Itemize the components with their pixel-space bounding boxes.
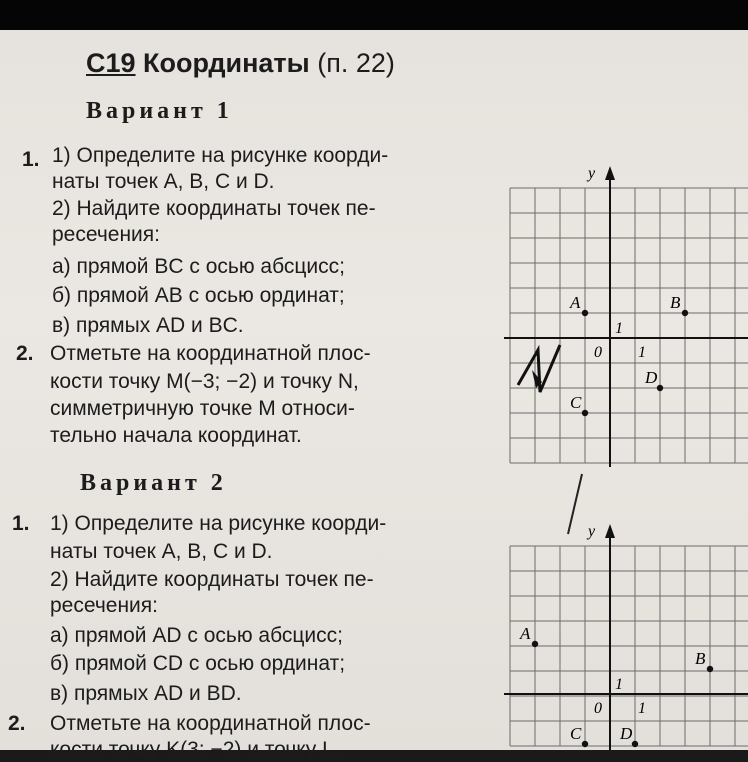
y-axis-arrow: [605, 166, 615, 180]
section-code: С19: [86, 48, 136, 78]
v2-task1-line: в) прямых AD и BD.: [50, 682, 242, 705]
v1-task2-line: тельно начала координат.: [50, 424, 302, 447]
point-a: [582, 310, 588, 316]
v2-task1-line: а) прямой AD с осью абсцисс;: [50, 624, 343, 647]
section-paragraph: (п. 22): [317, 48, 395, 78]
v2-task2-line: кости точку K(3; −2) и точку L,: [50, 738, 340, 761]
v1-task1-line: 1) Определите на рисунке коорди-: [52, 144, 389, 167]
point-c: [582, 741, 588, 747]
y-axis-label: y: [588, 523, 596, 540]
y-unit-label: 1: [615, 676, 623, 693]
v1-task1-line: ресечения:: [52, 223, 160, 246]
v1-task2-line: кости точку M(−3; −2) и точку N,: [50, 370, 359, 393]
v1-task1-line: а) прямой BC с осью абсцисс;: [52, 255, 345, 278]
point-c: [582, 410, 588, 416]
top-black-bar: [0, 0, 748, 30]
pen-scribble: [510, 340, 570, 410]
v2-task1-line: 2) Найдите координаты точек пе-: [50, 568, 374, 591]
v1-task1-line: наты точек A, B, C и D.: [52, 170, 275, 193]
v1-task1-line: в) прямых AD и BC.: [52, 314, 244, 337]
variant2-title: Вариант 2: [80, 470, 227, 496]
point-label-a: A: [570, 293, 581, 312]
v2-task1-line: ресечения:: [50, 594, 158, 617]
point-d: [657, 385, 663, 391]
y-unit-label: 1: [615, 320, 623, 337]
v2-task2-number: 2.: [8, 712, 26, 735]
origin-label: 0: [594, 700, 602, 717]
point-d: [632, 741, 638, 747]
variant1-title: Вариант 1: [86, 98, 233, 124]
point-b: [682, 310, 688, 316]
textbook-page: [0, 30, 748, 761]
point-label-b: B: [670, 293, 681, 312]
v1-task1-line: б) прямой AB с осью ординат;: [52, 284, 345, 307]
y-axis-arrow: [605, 524, 615, 538]
point-label-c: C: [570, 724, 582, 743]
v1-task2-line: Отметьте на координатной плос-: [50, 342, 371, 365]
v2-task1-line: наты точек A, B, C и D.: [50, 540, 273, 563]
v1-task2-number: 2.: [16, 342, 34, 365]
origin-label: 0: [594, 344, 602, 361]
x-unit-label: 1: [638, 344, 646, 361]
point-label-c: C: [570, 393, 582, 412]
v2-task1-line: б) прямой CD с осью ординат;: [50, 652, 346, 675]
point-a: [532, 641, 538, 647]
variant2-coordinate-grid: [485, 506, 748, 750]
y-axis-label: y: [588, 165, 596, 182]
point-b: [707, 666, 713, 672]
v2-task1-line: 1) Определите на рисунке коорди-: [50, 512, 387, 535]
point-label-b: B: [695, 649, 706, 668]
page-header: [86, 48, 395, 79]
point-label-d: D: [645, 368, 658, 387]
x-unit-label: 1: [638, 700, 646, 717]
v2-task2-line: Отметьте на координатной плос-: [50, 712, 371, 735]
point-label-a: A: [520, 624, 531, 643]
pen-stroke: [560, 470, 590, 540]
v1-task1-line: 2) Найдите координаты точек пе-: [52, 197, 376, 220]
v1-task2-line: симметричную точке M относи-: [50, 397, 355, 420]
section-title: Координаты: [143, 48, 310, 78]
v2-task1-number: 1.: [12, 512, 30, 535]
v1-task1-number: 1.: [22, 148, 40, 171]
point-label-d: D: [620, 724, 633, 743]
